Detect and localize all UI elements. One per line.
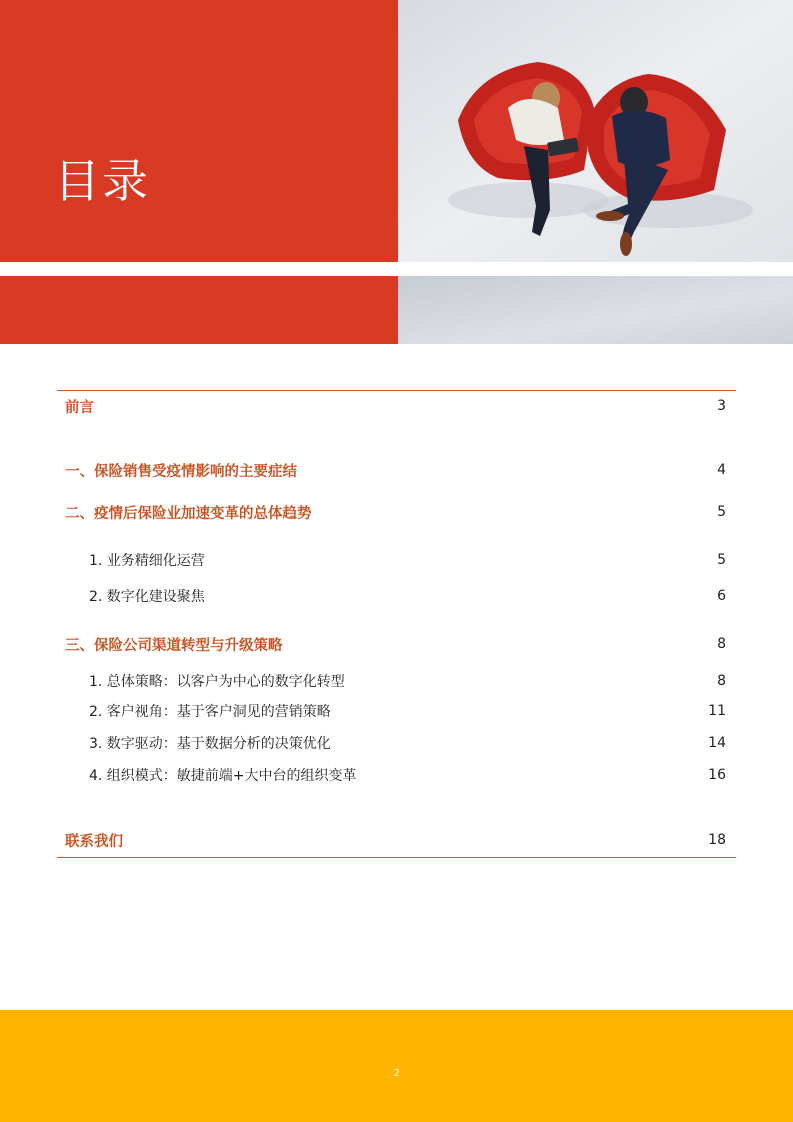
toc-row-contact[interactable] bbox=[57, 829, 726, 851]
toc-label: 1. 总体策略：以客户为中心的数字化转型 bbox=[89, 674, 345, 690]
header-red-band bbox=[0, 276, 398, 344]
toc-page: 5 bbox=[717, 552, 726, 568]
toc-page: 8 bbox=[717, 636, 726, 652]
toc-row-section-2-1[interactable] bbox=[57, 549, 726, 571]
floor-texture bbox=[398, 276, 793, 344]
toc-page: 4 bbox=[717, 462, 726, 478]
toc-row-section-3-3[interactable] bbox=[57, 732, 726, 754]
page-number: 2 bbox=[393, 1068, 400, 1079]
toc-label: 3. 数字驱动：基于数据分析的决策优化 bbox=[89, 736, 331, 752]
toc-label: 前言 bbox=[65, 399, 94, 416]
toc-page: 11 bbox=[708, 703, 726, 719]
footer-band bbox=[0, 1010, 793, 1122]
header-photo-band bbox=[398, 276, 793, 344]
toc-page: 14 bbox=[708, 735, 726, 751]
toc-label: 一、保险销售受疫情影响的主要症结 bbox=[65, 463, 297, 480]
header-divider bbox=[0, 262, 793, 276]
toc-label: 联系我们 bbox=[65, 833, 123, 850]
toc-label: 二、疫情后保险业加速变革的总体趋势 bbox=[65, 505, 312, 522]
toc-row-section-2[interactable] bbox=[57, 501, 726, 523]
toc-label: 2. 数字化建设聚焦 bbox=[89, 589, 205, 605]
toc-page: 8 bbox=[717, 673, 726, 689]
header-red-panel bbox=[0, 0, 398, 262]
toc-page: 3 bbox=[717, 398, 726, 414]
toc-row-section-3-1[interactable] bbox=[57, 670, 726, 692]
toc-row-section-3-4[interactable] bbox=[57, 764, 726, 786]
meeting-photo-illustration bbox=[398, 0, 793, 262]
toc-page: 5 bbox=[717, 504, 726, 520]
toc-top-rule bbox=[57, 390, 736, 391]
toc-label: 1. 业务精细化运营 bbox=[89, 553, 205, 569]
toc-row-section-3-2[interactable] bbox=[57, 700, 726, 722]
toc-row-section-2-2[interactable] bbox=[57, 585, 726, 607]
toc-row-section-1[interactable] bbox=[57, 459, 726, 481]
toc-page: 18 bbox=[708, 832, 726, 848]
toc-page: 6 bbox=[717, 588, 726, 604]
header-photo bbox=[398, 0, 793, 262]
toc-row-section-3[interactable] bbox=[57, 633, 726, 655]
toc-label: 4. 组织模式：敏捷前端+大中台的组织变革 bbox=[89, 768, 357, 784]
toc-page: 16 bbox=[708, 767, 726, 783]
toc-label: 2. 客户视角：基于客户洞见的营销策略 bbox=[89, 704, 331, 720]
page-title: 目录 bbox=[54, 154, 150, 208]
toc-label: 三、保险公司渠道转型与升级策略 bbox=[65, 637, 283, 654]
toc-bottom-rule bbox=[57, 857, 736, 858]
toc-row-preface[interactable] bbox=[57, 395, 726, 417]
